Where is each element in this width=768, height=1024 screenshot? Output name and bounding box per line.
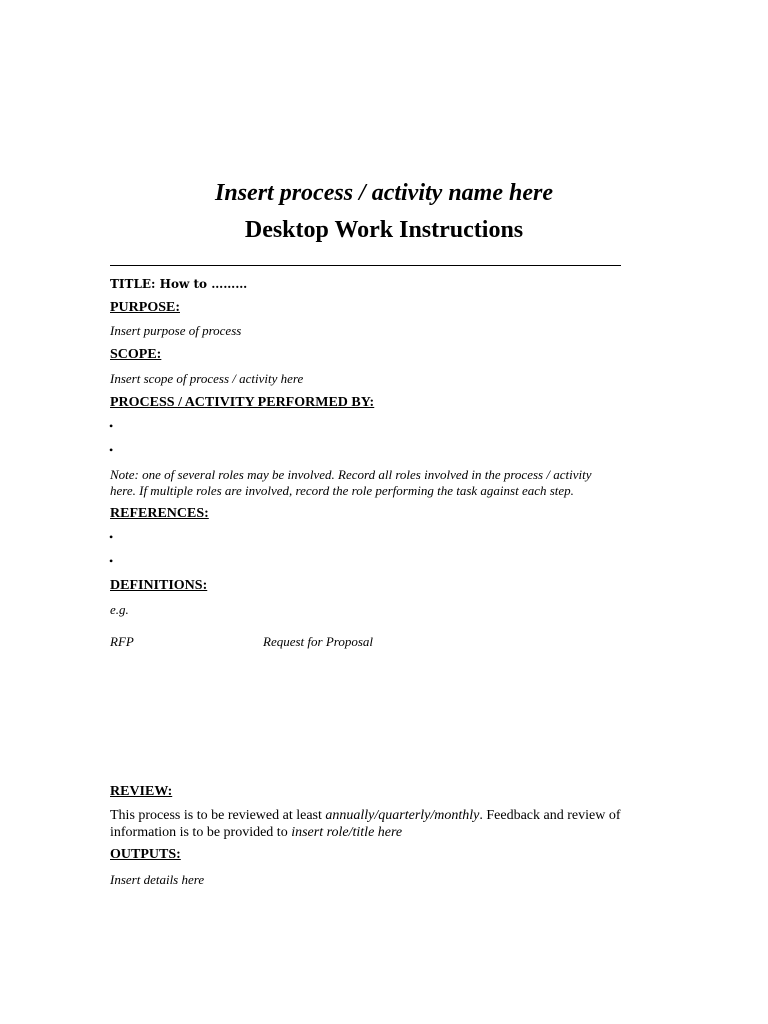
references-bullet: • <box>109 554 114 568</box>
references-bullet: • <box>109 530 114 544</box>
definitions-example: e.g. <box>110 602 129 617</box>
performed-by-heading: PROCESS / ACTIVITY PERFORMED BY: <box>110 395 375 410</box>
review-frequency: annually/quarterly/monthly <box>325 808 480 823</box>
definitions-heading: DEFINITIONS: <box>110 578 208 593</box>
scope-heading: SCOPE: <box>110 347 162 362</box>
review-heading: REVIEW: <box>110 784 173 799</box>
document-title: Desktop Work Instructions <box>244 217 524 243</box>
purpose-heading: PURPOSE: <box>110 300 180 315</box>
review-text-part: . Feedback and review of <box>479 808 621 823</box>
performed-by-note-line: Note: one of several roles may be involved. Record all roles involved in the process / activity <box>110 467 592 482</box>
definition-term: RFP <box>110 634 134 649</box>
references-heading: REFERENCES: <box>110 506 209 521</box>
review-role: insert role/title here <box>291 825 403 840</box>
process-name-title: Insert process / activity name here <box>215 180 553 206</box>
performed-by-bullet: • <box>109 443 114 457</box>
performed-by-note-line: here. If multiple roles are involved, record the role performing the task against each step. <box>110 483 574 498</box>
scope-text: Insert scope of process / activity here <box>110 371 304 386</box>
outputs-text: Insert details here <box>110 872 205 887</box>
purpose-text: Insert purpose of process <box>110 323 242 338</box>
performed-by-bullet: • <box>109 419 114 433</box>
how-to-title-line: TITLE: How to ……… <box>110 277 248 291</box>
performed-by-note <box>110 467 660 499</box>
definition-description: Request for Proposal <box>263 634 374 649</box>
title-divider <box>110 265 621 266</box>
outputs-heading: OUTPUTS: <box>110 847 181 862</box>
review-text-part: information is to be provided to <box>110 825 292 840</box>
review-text <box>110 807 650 841</box>
review-text-part: This process is to be reviewed at least <box>110 808 326 823</box>
